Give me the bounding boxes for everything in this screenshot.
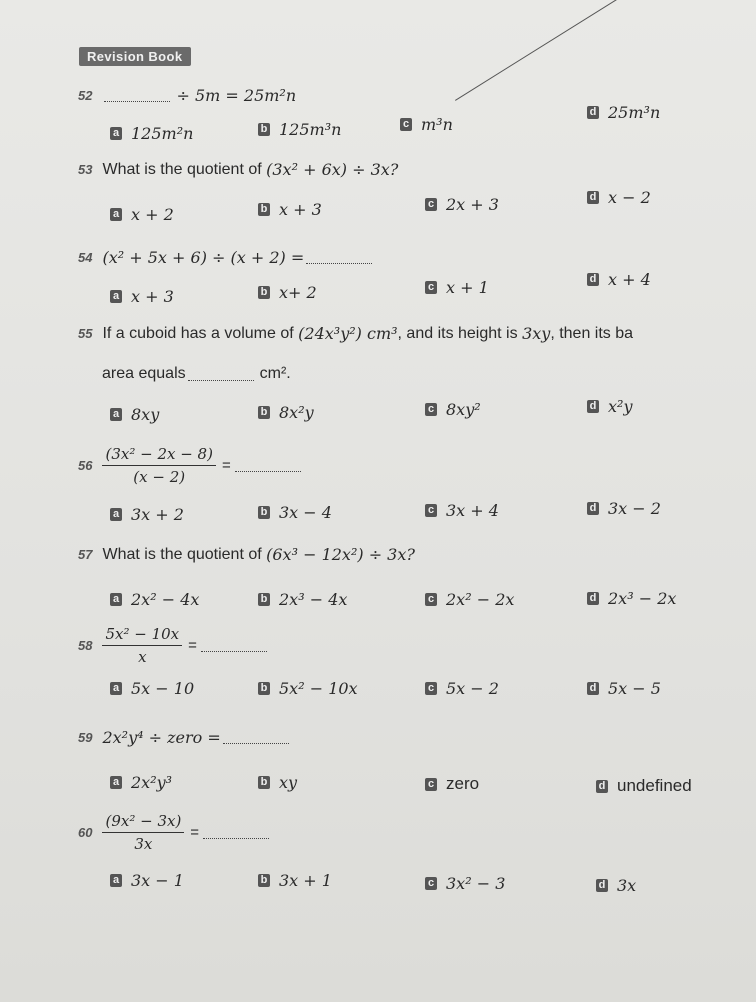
option-letter-icon: b	[258, 593, 270, 606]
option-d[interactable]	[587, 499, 661, 518]
option-text: 5x² − 10x	[279, 679, 358, 698]
option-text: 3x² − 3	[446, 874, 506, 893]
option-text: x + 2	[131, 205, 174, 224]
option-letter-icon: b	[258, 776, 270, 789]
question-text: If a cuboid has a volume of	[102, 324, 294, 342]
question-56	[78, 445, 307, 486]
option-d[interactable]	[596, 876, 636, 895]
option-text: 3x − 1	[131, 871, 184, 890]
question-55	[78, 324, 633, 343]
option-letter-icon: b	[258, 203, 270, 216]
option-letter-icon: d	[587, 682, 599, 695]
denominator: x	[138, 648, 147, 666]
option-text: x²y	[608, 397, 633, 416]
option-d[interactable]	[587, 103, 660, 122]
question-number: 54	[78, 250, 93, 265]
option-c[interactable]	[400, 115, 453, 134]
option-a[interactable]	[110, 679, 194, 698]
option-b[interactable]	[258, 283, 317, 302]
option-text: x + 3	[279, 200, 322, 219]
option-letter-icon: d	[587, 502, 599, 515]
question-expression: 2x²y⁴ ÷ zero =	[102, 728, 221, 747]
fraction	[102, 625, 182, 666]
option-a[interactable]	[110, 205, 174, 224]
option-c[interactable]	[425, 278, 489, 297]
option-a[interactable]	[110, 287, 174, 306]
option-text: 125m²n	[131, 124, 194, 143]
option-letter-icon: a	[110, 127, 122, 140]
option-letter-icon: d	[596, 780, 608, 793]
option-letter-icon: c	[425, 682, 437, 695]
option-letter-icon: d	[587, 106, 599, 119]
option-text: 3x − 4	[279, 503, 332, 522]
option-text: 3x + 1	[279, 871, 332, 890]
option-text: 5x − 2	[446, 679, 499, 698]
option-letter-icon: b	[258, 874, 270, 887]
option-letter-icon: a	[110, 874, 122, 887]
option-text: 2x² − 2x	[446, 590, 515, 609]
option-b[interactable]	[258, 590, 347, 609]
numerator: (9x² − 3x)	[102, 812, 184, 833]
question-expression: (6x³ − 12x²) ÷ 3x?	[266, 545, 415, 564]
question-59	[78, 728, 295, 747]
option-text: 2x³ − 2x	[608, 589, 677, 608]
answer-blank	[235, 459, 301, 472]
option-b[interactable]	[258, 773, 297, 792]
question-54	[78, 248, 378, 267]
option-c[interactable]	[425, 679, 499, 698]
option-c[interactable]	[425, 874, 505, 893]
answer-blank	[203, 826, 269, 839]
option-text: 8xy	[131, 405, 160, 424]
unit-text: cm².	[259, 365, 291, 382]
option-text: 3x + 2	[131, 505, 184, 524]
option-letter-icon: c	[425, 778, 437, 791]
option-text: m³n	[421, 115, 453, 134]
answer-blank	[188, 368, 254, 381]
option-c[interactable]	[425, 501, 499, 520]
question-number: 57	[78, 547, 93, 562]
diagonal-line	[455, 0, 621, 101]
option-text: x + 1	[446, 278, 489, 297]
question-text: , and its height is	[397, 324, 518, 342]
option-text: 25m³n	[608, 103, 661, 122]
option-text: 5x − 5	[608, 679, 661, 698]
question-expression: (x² + 5x + 6) ÷ (x + 2) =	[102, 248, 305, 267]
question-number: 55	[78, 326, 93, 341]
option-text: 5x − 10	[131, 679, 195, 698]
fraction	[102, 812, 184, 853]
option-b[interactable]	[258, 120, 341, 139]
question-58	[78, 625, 273, 666]
numerator: 5x² − 10x	[102, 625, 182, 646]
option-b[interactable]	[258, 871, 332, 890]
option-c[interactable]	[425, 774, 479, 794]
option-letter-icon: c	[425, 877, 437, 890]
question-text: area equals	[102, 365, 186, 382]
option-letter-icon: c	[425, 504, 437, 517]
option-a[interactable]	[110, 124, 193, 143]
option-b[interactable]	[258, 679, 358, 698]
option-a[interactable]	[110, 590, 199, 609]
numerator: (3x² − 2x − 8)	[102, 445, 215, 466]
option-d[interactable]	[587, 589, 676, 608]
option-letter-icon: a	[110, 682, 122, 695]
option-text: xy	[279, 773, 298, 792]
option-c[interactable]	[425, 195, 499, 214]
question-expression: 3xy	[522, 324, 551, 343]
question-number: 60	[78, 825, 93, 840]
option-letter-icon: b	[258, 123, 270, 136]
option-text: undefined	[617, 776, 692, 795]
option-letter-icon: a	[110, 290, 122, 303]
equals-sign: =	[190, 824, 200, 841]
question-52	[78, 86, 296, 105]
option-b[interactable]	[258, 200, 322, 219]
question-expression: ÷ 5m = 25m²n	[176, 86, 297, 105]
option-letter-icon: a	[110, 593, 122, 606]
option-letter-icon: c	[425, 281, 437, 294]
option-c[interactable]	[425, 400, 481, 419]
option-text: zero	[446, 774, 480, 793]
option-text: x+ 2	[279, 283, 317, 302]
answer-blank	[223, 731, 289, 744]
question-expression: (24x³y²) cm³	[298, 324, 398, 343]
question-text: What is the quotient of	[102, 545, 262, 563]
question-number: 59	[78, 730, 93, 745]
option-a[interactable]	[110, 773, 172, 792]
question-60	[78, 812, 275, 853]
option-text: 3x − 2	[608, 499, 661, 518]
option-letter-icon: a	[110, 776, 122, 789]
option-b[interactable]	[258, 503, 332, 522]
option-d[interactable]	[596, 776, 692, 796]
option-letter-icon: a	[110, 208, 122, 221]
option-letter-icon: d	[587, 400, 599, 413]
denominator: (x − 2)	[133, 468, 186, 486]
option-letter-icon: a	[110, 508, 122, 521]
answer-blank	[201, 639, 267, 652]
option-text: 2x² − 4x	[131, 590, 200, 609]
option-letter-icon: b	[258, 286, 270, 299]
option-text: x − 2	[608, 188, 651, 207]
question-text: What is the quotient of	[102, 160, 262, 178]
option-letter-icon: c	[425, 198, 437, 211]
answer-blank	[306, 251, 372, 264]
question-expression: (3x² + 6x) ÷ 3x?	[266, 160, 399, 179]
option-letter-icon: c	[400, 118, 412, 131]
option-text: 3x + 4	[446, 501, 499, 520]
equals-sign: =	[221, 457, 231, 474]
answer-blank	[104, 89, 170, 102]
option-d[interactable]	[587, 188, 651, 207]
option-letter-icon: b	[258, 682, 270, 695]
question-number: 52	[78, 88, 93, 103]
option-letter-icon: c	[425, 403, 437, 416]
option-b[interactable]	[258, 403, 314, 422]
question-55-line-2	[102, 365, 291, 383]
question-number: 58	[78, 638, 93, 653]
question-text: , then its ba	[550, 324, 634, 342]
option-letter-icon: d	[587, 191, 599, 204]
option-letter-icon: d	[596, 879, 608, 892]
option-text: 2x²y³	[131, 773, 173, 792]
option-text: 3x	[617, 876, 637, 895]
option-letter-icon: d	[587, 273, 599, 286]
option-text: 125m³n	[279, 120, 342, 139]
book-title-banner: Revision Book	[79, 47, 191, 66]
equals-sign: =	[188, 637, 197, 654]
denominator: 3x	[134, 835, 153, 853]
fraction	[102, 445, 215, 486]
question-57	[78, 545, 415, 564]
option-a[interactable]	[110, 505, 184, 524]
option-letter-icon: b	[258, 406, 270, 419]
option-text: 8x²y	[279, 403, 314, 422]
option-c[interactable]	[425, 590, 514, 609]
option-text: 2x³ − 4x	[279, 590, 348, 609]
option-d[interactable]	[587, 397, 632, 416]
option-a[interactable]	[110, 405, 159, 424]
question-number: 56	[78, 458, 93, 473]
option-d[interactable]	[587, 270, 651, 289]
option-letter-icon: c	[425, 593, 437, 606]
option-text: x + 4	[608, 270, 651, 289]
option-letter-icon: d	[587, 592, 599, 605]
question-number: 53	[78, 162, 93, 177]
question-53	[78, 160, 398, 179]
option-text: 8xy²	[446, 400, 481, 419]
option-letter-icon: b	[258, 506, 270, 519]
option-text: 2x + 3	[446, 195, 499, 214]
option-text: x + 3	[131, 287, 174, 306]
option-a[interactable]	[110, 871, 184, 890]
option-letter-icon: a	[110, 408, 122, 421]
option-d[interactable]	[587, 679, 661, 698]
